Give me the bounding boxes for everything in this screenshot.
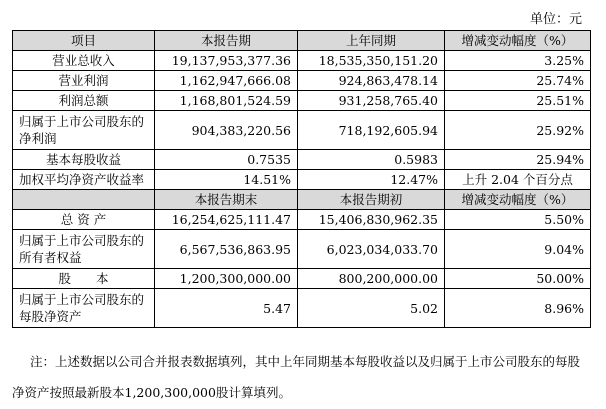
table-subheader-row: [13, 190, 591, 210]
table-row: [13, 91, 591, 111]
header-change: 增减变动幅度（%）: [445, 31, 591, 51]
table-row: [13, 289, 591, 328]
financial-summary-table: [12, 30, 591, 328]
header-current-period: 本报告期: [155, 31, 298, 51]
cell-current: 16,254,625,111.47: [155, 210, 298, 230]
cell-previous: 12.47%: [298, 170, 445, 190]
row-label: 营业利润: [13, 71, 155, 91]
table-row: [13, 51, 591, 71]
cell-previous: 15,406,830,962.35: [298, 210, 445, 230]
subheader-period-start: 本报告期初: [298, 190, 445, 210]
cell-change: 25.51%: [445, 91, 591, 111]
cell-change: 25.74%: [445, 71, 591, 91]
cell-current: 1,162,947,666.08: [155, 71, 298, 91]
cell-previous: 0.5983: [298, 150, 445, 170]
row-label: 基本每股收益: [13, 150, 155, 170]
subheader-change: 增减变动幅度（%）: [445, 190, 591, 210]
row-label: 加权平均净资产收益率: [13, 170, 155, 190]
cell-current: 904,383,220.56: [155, 111, 298, 150]
cell-change: 上升 2.04 个百分点: [445, 170, 591, 190]
cell-previous: 800,200,000.00: [298, 269, 445, 289]
cell-current: 6,567,536,863.95: [155, 230, 298, 269]
cell-change: 3.25%: [445, 51, 591, 71]
cell-change: 25.94%: [445, 150, 591, 170]
footnote-line-2: 净资产按照最新股本1,200,300,000股计算填列。: [12, 385, 291, 400]
cell-previous: 18,535,350,151.20: [298, 51, 445, 71]
cell-previous: 718,192,605.94: [298, 111, 445, 150]
row-label: 股 本: [13, 269, 155, 289]
row-label: 归属于上市公司股东的净利润: [13, 111, 155, 150]
row-label: 归属于上市公司股东的所有者权益: [13, 230, 155, 269]
cell-previous: 924,863,478.14: [298, 71, 445, 91]
cell-previous: 931,258,765.40: [298, 91, 445, 111]
cell-current: 0.7535: [155, 150, 298, 170]
cell-change: 9.04%: [445, 230, 591, 269]
table-row: [13, 210, 591, 230]
cell-change: 8.96%: [445, 289, 591, 328]
cell-change: 50.00%: [445, 269, 591, 289]
row-label: 营业总收入: [13, 51, 155, 71]
cell-change: 5.50%: [445, 210, 591, 230]
header-item: 项目: [13, 31, 155, 51]
table-row: [13, 269, 591, 289]
cell-current: 1,168,801,524.59: [155, 91, 298, 111]
cell-current: 14.51%: [155, 170, 298, 190]
cell-previous: 5.02: [298, 289, 445, 328]
subheader-blank: [13, 190, 155, 210]
table-row: [13, 150, 591, 170]
cell-current: 1,200,300,000.00: [155, 269, 298, 289]
cell-current: 5.47: [155, 289, 298, 328]
table-row: [13, 230, 591, 269]
cell-current: 19,137,953,377.36: [155, 51, 298, 71]
subheader-period-end: 本报告期末: [155, 190, 298, 210]
table-row: [13, 170, 591, 190]
table-header-row: [13, 31, 591, 51]
footnote-line-1: 注：上述数据以公司合并报表数据填列，其中上年同期基本每股收益以及归属于上市公司股东的每股: [30, 354, 581, 369]
row-label: 归属于上市公司股东的每股净资产: [13, 289, 155, 328]
row-label: 利润总额: [13, 91, 155, 111]
cell-previous: 6,023,034,033.70: [298, 230, 445, 269]
row-label: 总 资 产: [13, 210, 155, 230]
cell-change: 25.92%: [445, 111, 591, 150]
unit-label: 单位：元: [529, 12, 582, 27]
header-previous-period: 上年同期: [298, 31, 445, 51]
table-row: [13, 111, 591, 150]
table-row: [13, 71, 591, 91]
